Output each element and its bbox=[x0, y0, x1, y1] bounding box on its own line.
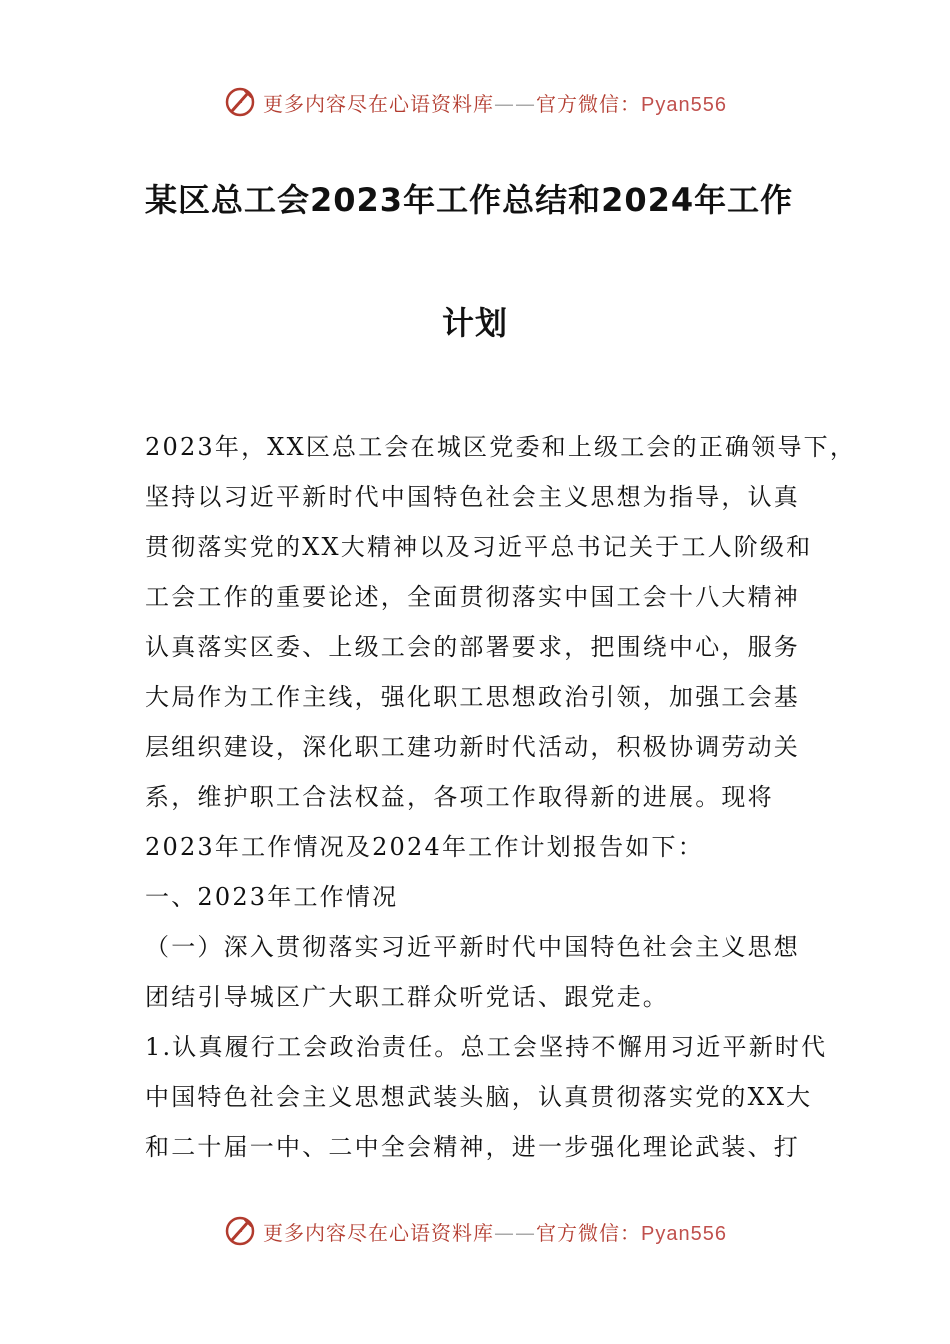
subsection-heading: （一）深入贯彻落实习近平新时代中国特色社会主义思想 bbox=[145, 933, 800, 961]
body-line: 系，维护职工合法权益，各项工作取得新的进展。现将 bbox=[145, 783, 774, 811]
body-line: 和二十届一中、二中全会精神，进一步强化理论武装、打 bbox=[145, 1133, 800, 1161]
watermark-main-text: 更多内容尽在心语资料库 bbox=[263, 91, 495, 116]
pen-logo-icon bbox=[223, 85, 257, 119]
body-line: 认真落实区委、上级工会的部署要求，把围绕中心，服务 bbox=[145, 633, 800, 661]
watermark-dash: —— bbox=[494, 91, 537, 116]
watermark-wechat-id: Pyan556 bbox=[641, 93, 727, 116]
body-line: 2023年，XX区总工会在城区党委和上级工会的正确领导下， bbox=[145, 433, 857, 461]
document-title-line-2: 计划 bbox=[441, 304, 508, 342]
body-line: 层组织建设，深化职工建功新时代活动，积极协调劳动关 bbox=[145, 733, 800, 761]
subsection-heading: 团结引导城区广大职工群众听党话、跟党走。 bbox=[145, 983, 669, 1011]
document-body bbox=[145, 427, 857, 1177]
body-line: 工会工作的重要论述，全面贯彻落实中国工会十八大精神 bbox=[145, 583, 800, 611]
section-heading: 一、2023年工作情况 bbox=[145, 883, 399, 911]
watermark-dash: —— bbox=[494, 1220, 537, 1245]
body-line: 坚持以习近平新时代中国特色社会主义思想为指导，认真 bbox=[145, 483, 800, 511]
watermark-sub-text: 官方微信： bbox=[536, 91, 642, 116]
body-line: 中国特色社会主义思想武装头脑，认真贯彻落实党的XX大 bbox=[145, 1083, 813, 1111]
header-watermark bbox=[0, 82, 950, 122]
body-line: 2023年工作情况及2024年工作计划报告如下： bbox=[145, 833, 704, 861]
watermark-sub-text: 官方微信： bbox=[536, 1220, 642, 1245]
watermark-wechat-id: Pyan556 bbox=[641, 1222, 727, 1245]
pen-logo-icon bbox=[223, 1214, 257, 1248]
body-line: 贯彻落实党的XX大精神以及习近平总书记关于工人阶级和 bbox=[145, 533, 813, 561]
watermark-main-text: 更多内容尽在心语资料库 bbox=[263, 1220, 495, 1245]
document-title-line-1: 某区总工会2023年工作总结和2024年工作 bbox=[145, 181, 794, 219]
body-line: 大局作为工作主线，强化职工思想政治引领，加强工会基 bbox=[145, 683, 800, 711]
body-line: 1.认真履行工会政治责任。总工会坚持不懈用习近平新时代 bbox=[145, 1033, 828, 1061]
footer-watermark bbox=[0, 1211, 950, 1251]
